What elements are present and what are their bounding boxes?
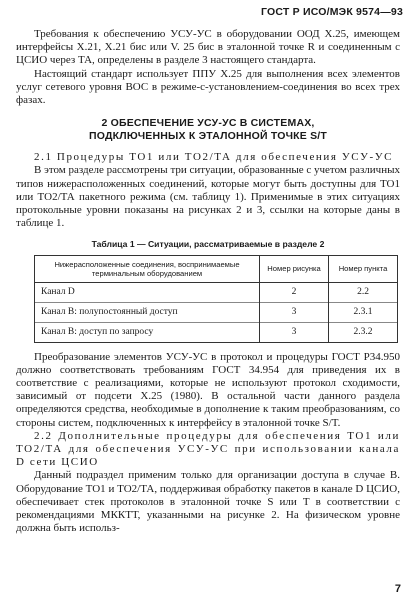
column-header: Номер пункта	[329, 255, 398, 282]
table-cell: 2.2	[329, 282, 398, 302]
table-cell: Канал В: доступ по запросу	[35, 322, 260, 342]
table-row	[35, 322, 398, 342]
paragraph: Требования к обеспечению УСУ-УС в оборудовании ООД Х.25, имеющем интерфейсы Х.21, Х.21 бис или V. 25 бис в эталонной точке R и соединенным с ЦСИО через ТА, определены в разделе 3 настоящего стандарта.	[16, 28, 400, 67]
table-row	[35, 282, 398, 302]
page-number: 7	[394, 583, 401, 595]
paragraph: В этом разделе рассмотрены три ситуации, образованные с учетом различных типов нижерасположенных соединений, которые могут быть доступны для ТО1 или ТО2/ТА пакетного режима (см. таблицу 1). Применимые в этих ситуациях протокольные уровни показаны на рисунках 2 и 3, ссылки на которые даны в таблице 1.	[16, 164, 400, 230]
section-heading-line: ПОДКЛЮЧЕННЫХ К ЭТАЛОННОЙ ТОЧКЕ S/T	[88, 130, 328, 143]
table-caption: Таблица 1 — Ситуации, рассматриваемые в разделе 2	[91, 239, 325, 250]
table-cell: 2.3.2	[329, 322, 398, 342]
subsection-title: 2.1 Процедуры ТО1 или ТО2/ТА для обеспечения УСУ-УС	[34, 151, 394, 164]
document-body	[16, 28, 400, 535]
subsection-title: 2.2 Дополнительные процедуры для обеспечения ТО1 или ТО2/ТА для обеспечения УСУ-УС при использовании канала D сети ЦСИО	[16, 429, 400, 469]
table-cell: Канал D	[35, 282, 260, 302]
table-cell: Канал В: полупостоянный доступ	[35, 302, 260, 322]
table-row	[35, 302, 398, 322]
column-header: Нижерасположенные соединения, воспринимаемые терминальным оборудованием	[35, 255, 260, 282]
paragraph: Настоящий стандарт использует ППУ Х.25 для выполнения всех элементов услуг сетевого уровня ВОС в режиме-с-установлением-соединения во всех трех фазах.	[16, 67, 400, 107]
table-cell: 3	[260, 322, 329, 342]
column-header: Номер рисунка	[260, 255, 329, 282]
table-header-row	[35, 255, 398, 282]
page-header: ГОСТ Р ИСО/МЭК 9574—93	[261, 6, 403, 18]
section-heading-line: 2 ОБЕСПЕЧЕНИЕ УСУ-УС В СИСТЕМАХ,	[101, 117, 315, 130]
section-heading	[16, 117, 400, 143]
situations-table	[34, 255, 398, 343]
paragraph: Данный подраздел применим только для организации доступа в случае В. Оборудование ТО1 и ТО2/ТА, поддерживая обработку пакетов в канале D ЦСИО, обеспечивает стек протоколов в эталонной точке S или Т в соответствии с рекомендациями МККТТ, указанными на рисунке 2. На физическом уровне должна быть использ-	[16, 469, 400, 535]
paragraph: Преобразование элементов УСУ-УС в протокол и процедуры ГОСТ Р34.950 должно соответствовать требованиям ГОСТ 34.954 для приведения их в соответствие с реализациями, которые не используют протокол сходимости, зависимый от подсети Х.25 (1980). В остальной части данного раздела определяются средства, необходимые в дополнение к таким преобразованиям, со стороны систем, подключенных к интерфейсу в эталонной точке S/T.	[16, 350, 400, 429]
table-cell: 2.3.1	[329, 302, 398, 322]
table-cell: 3	[260, 302, 329, 322]
table-cell: 2	[260, 282, 329, 302]
